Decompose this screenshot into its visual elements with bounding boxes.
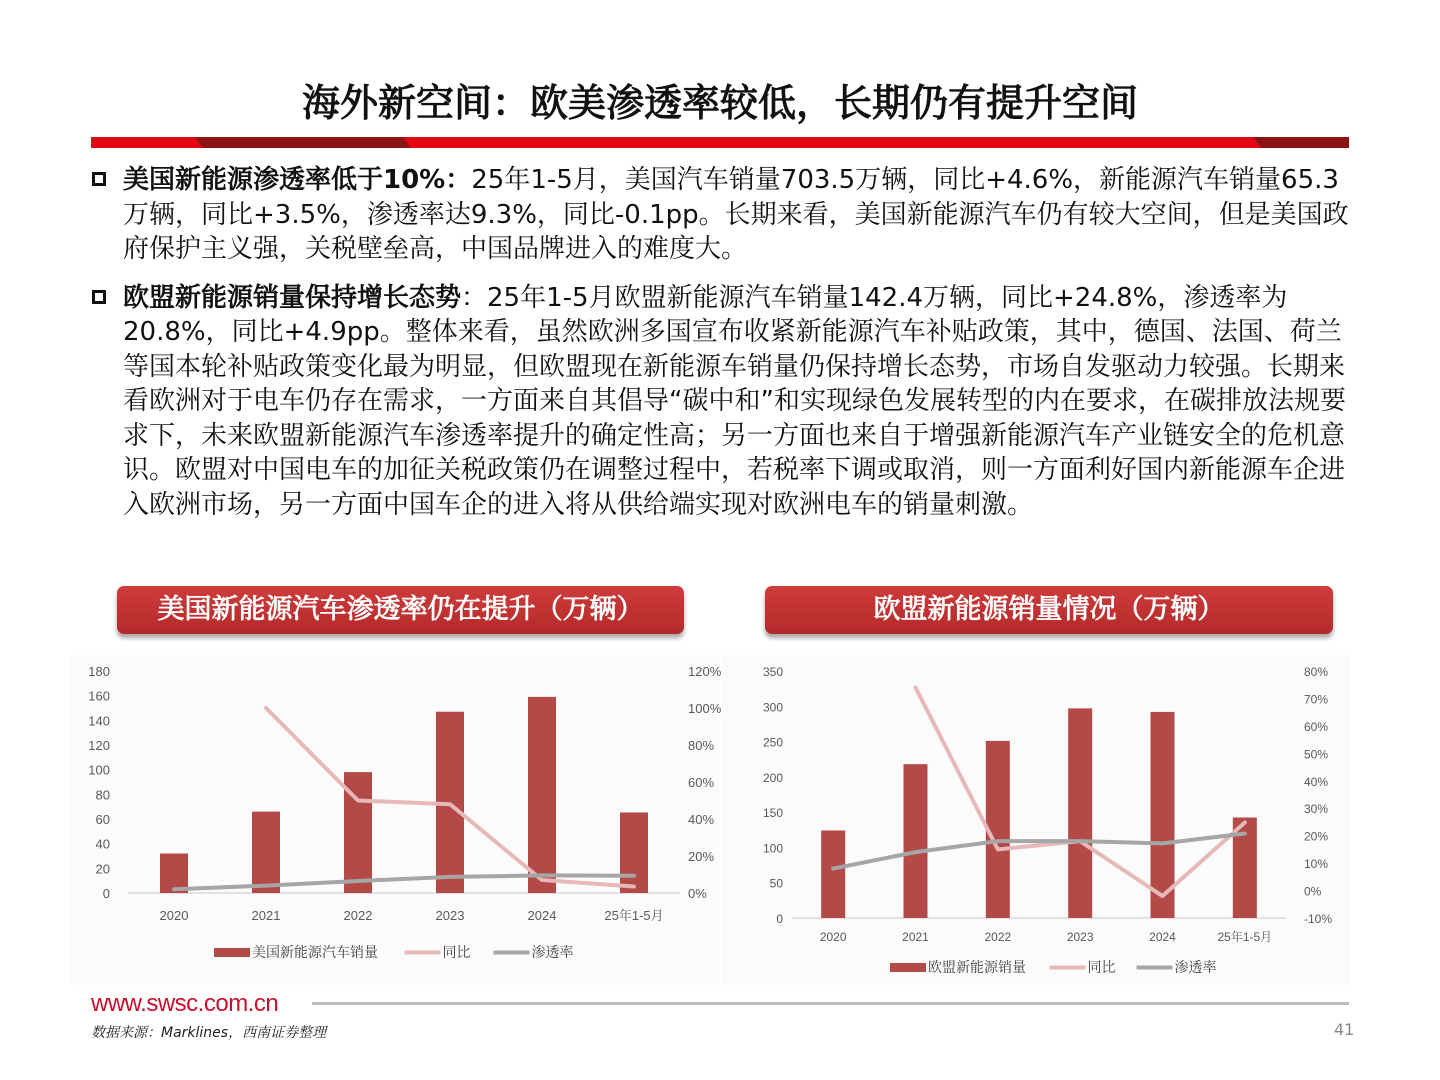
- page-number: 41: [1334, 1020, 1355, 1039]
- right-axis-tick: 0%: [1304, 884, 1322, 899]
- right-axis-tick: 30%: [1304, 802, 1329, 817]
- paragraph-text: 25年1-5月，美国汽车销量703.5万辆，同比+4.6%，新能源汽车销量65.3万辆，同比+3.5%，渗透率达9.3%，同比-0.1pp。长期来看，美国新能源汽车仍有较大空间，但是美国政府保护主义强，关税壁垒高，中国品牌进入的难度大。: [123, 165, 1349, 264]
- right-axis-tick: 120%: [688, 664, 722, 679]
- square-bullet-icon: [92, 290, 106, 304]
- left-axis-tick: 0: [776, 912, 783, 926]
- left-axis-tick: 150: [762, 806, 783, 821]
- category-label: 2021: [251, 908, 281, 923]
- right-axis-tick: -10%: [1304, 912, 1333, 926]
- header-divider-bar: [91, 137, 1349, 148]
- category-label: 2023: [435, 908, 465, 923]
- category-label: 2021: [902, 930, 929, 944]
- right-axis-tick: 60%: [1304, 719, 1329, 734]
- left-axis-tick: 140: [88, 713, 110, 729]
- left-axis-tick: 20: [95, 861, 110, 877]
- left-axis-tick: 50: [769, 876, 783, 891]
- right-axis-tick: 20%: [1304, 829, 1329, 844]
- legend-label: 同比: [1087, 960, 1116, 976]
- left-axis-tick: 60: [95, 812, 110, 827]
- legend-label: 同比: [442, 945, 471, 961]
- legend-label: 欧盟新能源销量: [928, 960, 1026, 976]
- left-axis-tick: 40: [95, 836, 110, 852]
- right-axis-tick: 60%: [688, 775, 715, 790]
- data-source-note: 数据来源：Marklines，西南证券整理: [91, 1025, 327, 1041]
- left-axis-tick: 120: [88, 738, 110, 753]
- legend-label: 渗透率: [531, 945, 574, 961]
- right-axis-tick: 100%: [688, 701, 722, 716]
- footer-url-link[interactable]: www.swsc.com.cn: [91, 990, 279, 1017]
- left-axis-tick: 80: [95, 787, 110, 803]
- chart-title-us: 美国新能源汽车渗透率仍在提升（万辆）: [117, 586, 684, 634]
- left-axis-tick: 350: [762, 665, 783, 679]
- right-axis-tick: 80%: [688, 738, 715, 753]
- page-title: 海外新空间：欧美渗透率较低，长期仍有提升空间: [301, 81, 1138, 125]
- left-axis-tick: 250: [762, 735, 783, 750]
- category-label: 2024: [1149, 930, 1176, 944]
- category-label: 2022: [984, 930, 1012, 944]
- chart-title-eu: 欧盟新能源销量情况（万辆）: [765, 586, 1333, 634]
- legend-label: 美国新能源汽车销量: [252, 945, 378, 961]
- right-axis-tick: 40%: [688, 812, 715, 827]
- paragraph-heading: 美国新能源渗透率低于10%：: [123, 165, 472, 195]
- left-axis-tick: 180: [88, 664, 110, 679]
- right-axis-tick: 10%: [1304, 857, 1329, 872]
- right-axis-tick: 0%: [688, 886, 707, 901]
- category-label: 2024: [527, 908, 557, 923]
- chart-panel-us: [70, 655, 720, 985]
- right-axis-tick: 70%: [1304, 692, 1329, 707]
- right-axis-tick: 20%: [688, 849, 715, 864]
- paragraph-text: ：25年1-5月欧盟新能源汽车销量142.4万辆，同比+24.8%，渗透率为20.8%，同比+4.9pp。整体来看，虽然欧洲多国宣布收紧新能源汽车补贴政策，其中，德国、法国、荷兰等国本轮补贴政策变化最为明显，但欧盟现在新能源车销量仍保持增长态势，市场自发驱动力较强。长期来看欧洲对于电车仍存在需求，一方面来自其倡导“碳中和”和实现绿色发展转型的内在要求，在碳排放法规要求下，未来欧盟新能源汽车渗透率提升的确定性高；另一方面也来自于增强新能源汽车产业链安全的危机意识。欧盟对中国电车的加征关税政策仍在调整过程中，若税率下调或取消，则一方面利好国内新能源车企进入欧洲市场，另一方面中国车企的进入将从供给端实现对欧洲电车的销量刺激。: [123, 282, 1346, 520]
- footer-divider: [312, 1002, 1349, 1005]
- right-axis-tick: 50%: [1304, 747, 1329, 762]
- category-label: 25年1-5月: [604, 908, 664, 923]
- square-bullet-icon: [92, 172, 106, 186]
- category-label: 2020: [159, 908, 189, 923]
- left-axis-tick: 100: [88, 762, 110, 778]
- legend-label: 渗透率: [1174, 960, 1217, 976]
- left-axis-tick: 160: [88, 688, 110, 704]
- paragraph-heading: 欧盟新能源销量保持增长态势: [123, 282, 462, 313]
- left-axis-tick: 200: [762, 770, 783, 785]
- category-label: 25年1-5月: [1217, 930, 1273, 944]
- right-axis-tick: 80%: [1304, 665, 1329, 679]
- right-axis-tick: 40%: [1304, 774, 1329, 789]
- left-axis-tick: 300: [762, 700, 783, 715]
- left-axis-tick: 0: [102, 886, 110, 901]
- paragraph-eu: [90, 281, 1355, 523]
- left-axis-tick: 100: [762, 841, 783, 856]
- body-text: [90, 163, 1355, 536]
- paragraph-us: [90, 163, 1355, 267]
- category-label: 2020: [819, 930, 847, 944]
- chart-panel-eu: [722, 655, 1350, 985]
- category-label: 2023: [1066, 930, 1094, 944]
- category-label: 2022: [343, 908, 373, 923]
